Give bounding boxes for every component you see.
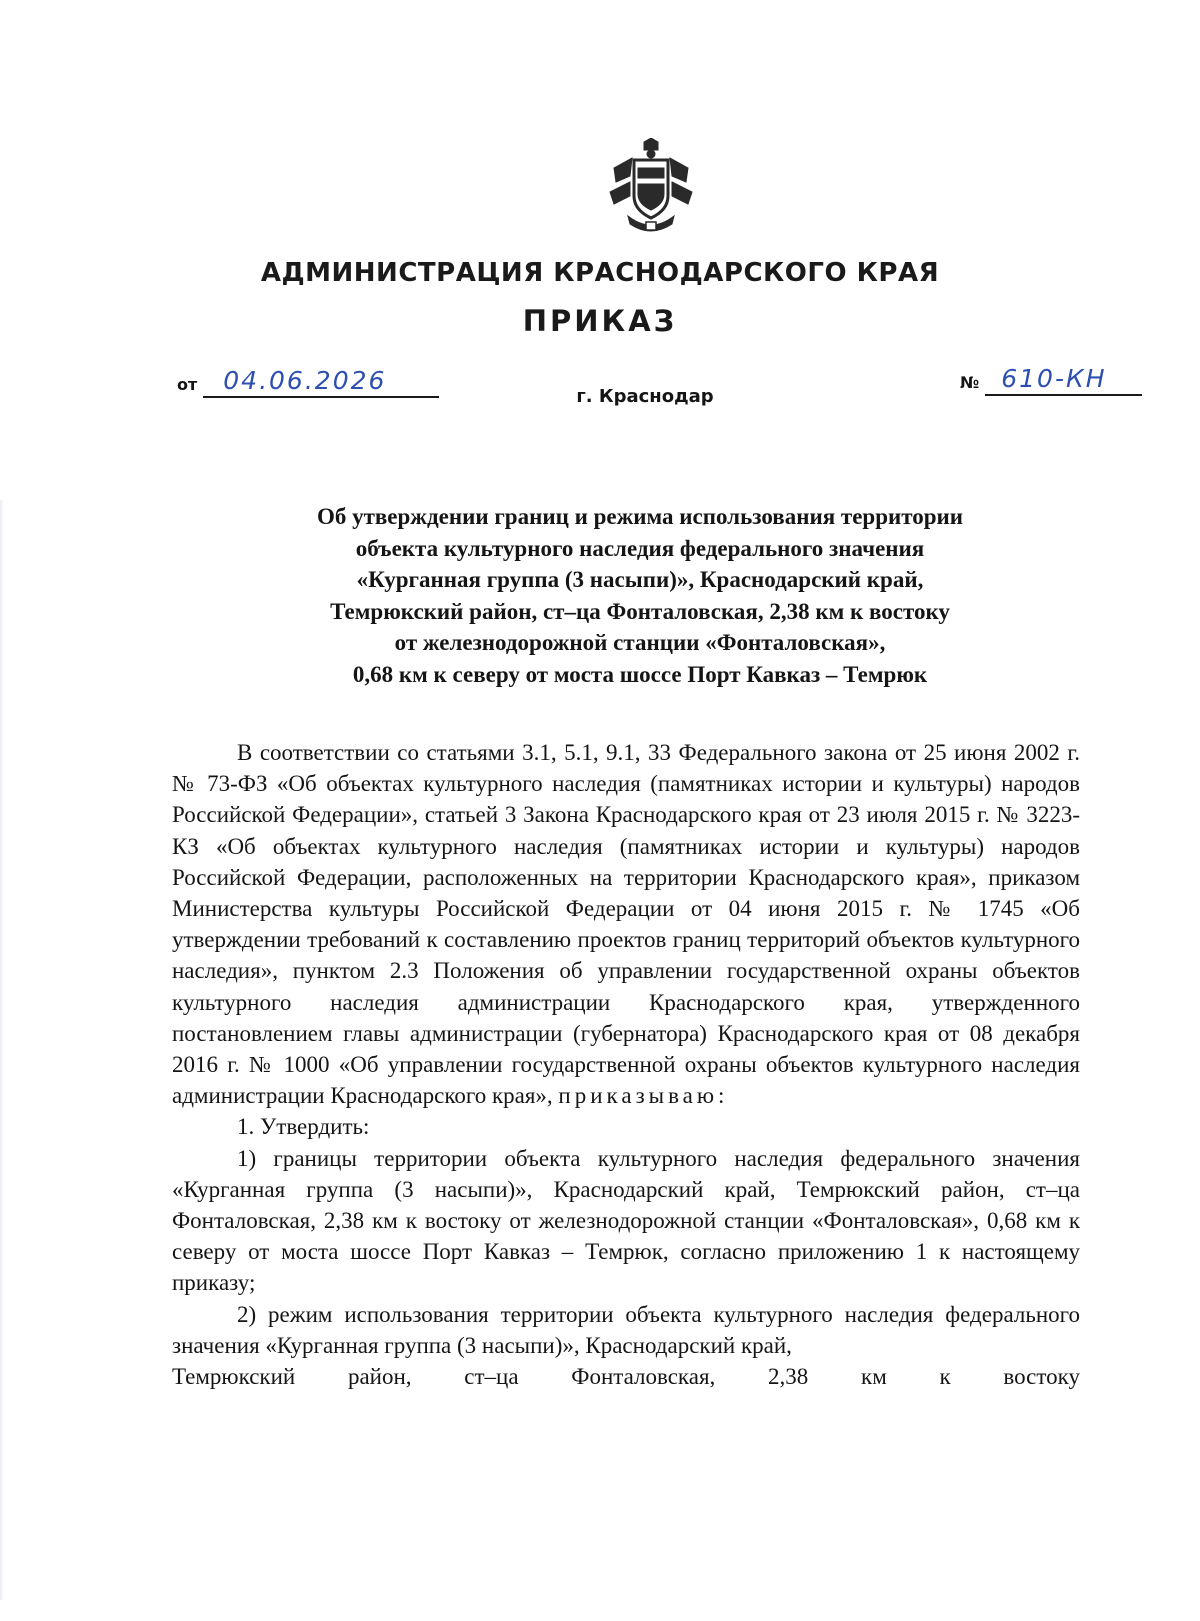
number-value: 610-КН bbox=[985, 364, 1142, 396]
item-1-2-paragraph: 2) режим использования территории объекта культурного наследия федерального значения «Курганная группа (3 насыпи)», Краснодарский край, bbox=[172, 1301, 1080, 1358]
scan-edge bbox=[0, 500, 4, 1600]
title-line: 0,68 км к северу от моста шоссе Порт Кавказ – Темрюк bbox=[352, 661, 928, 687]
title-line: «Курганная группа (3 насыпи)», Краснодарский край, bbox=[356, 567, 924, 592]
preamble-paragraph bbox=[172, 737, 1080, 1111]
word: Темрюкский bbox=[172, 1364, 296, 1390]
word: ст–ца bbox=[464, 1364, 519, 1390]
title-line: объекта культурного наследия федерального значения bbox=[355, 535, 925, 561]
document-body bbox=[172, 737, 1080, 1392]
organization-heading: АДМИНИСТРАЦИЯ КРАСНОДАРСКОГО КРАЯ bbox=[260, 258, 940, 288]
word: 2,38 bbox=[768, 1364, 809, 1390]
word: востоку bbox=[1003, 1364, 1080, 1390]
order-word: приказываю: bbox=[558, 1083, 729, 1109]
item-1-heading: 1. Утвердить: bbox=[237, 1114, 370, 1140]
document-type-heading: ПРИКАЗ bbox=[522, 304, 678, 338]
city-label: г. Краснодар bbox=[576, 386, 714, 407]
word: к bbox=[939, 1364, 951, 1390]
document-title bbox=[150, 501, 1130, 690]
krasnodar-coat-of-arms-icon bbox=[606, 138, 696, 238]
item-1-1-paragraph: 1) границы территории объекта культурного наследия федерального значения «Курганная группа (3 насыпи)», Краснодарский край, Темрюкский район, ст–ца Фонталовская, 2,38 км к востоку от железнодорожной станции «Фонталовская», 0,68 км к северу от моста шоссе Порт Кавказ – Темрюк, согласно приложению 1 к настоящему приказу; bbox=[172, 1145, 1080, 1296]
word: район, bbox=[347, 1364, 412, 1390]
number-label: № bbox=[960, 373, 980, 392]
title-line: от железнодорожной станции «Фонталовская», bbox=[394, 630, 886, 655]
item-1-2-continuation bbox=[172, 1361, 1080, 1392]
word: км bbox=[861, 1364, 887, 1390]
title-line: Об утверждении границ и режима использования территории bbox=[316, 504, 964, 529]
word: Фонталовская, bbox=[571, 1364, 716, 1390]
title-line: Темрюкский район, ст–ца Фонталовская, 2,38 км к востоку bbox=[330, 598, 950, 624]
date-label: от bbox=[177, 375, 198, 394]
date-value: 04.06.2026 bbox=[203, 366, 439, 398]
preamble-text: В соответствии со статьями 3.1, 5.1, 9.1, 33 Федерального закона от 25 июня 2002 г. № 73-ФЗ «Об объектах культурного наследия (памятниках истории и культуры) народов Российской Федерации», статьей 3 Закона Краснодарского края от 23 июля 2015 г. № 3223-КЗ «Об объектах культурного наследия (памятниках истории и культуры) народов Российской Федерации, расположенных на территории Краснодарского края», приказом Министерства культуры Российской Федерации от 04 июня 2015 г. № 1745 «Об утверждении требований к составлению проектов границ территорий объектов культурного наследия», пунктом 2.3 Положения об управлении государственной охраны объектов культурного наследия администрации Краснодарского края, утвержденного постановлением главы администрации (губернатора) Краснодарского края от 08 декабря 2016 г. № 1000 «Об управлении государственной охраны объектов культурного наследия администрации Краснодарского края», bbox=[172, 740, 1080, 1109]
